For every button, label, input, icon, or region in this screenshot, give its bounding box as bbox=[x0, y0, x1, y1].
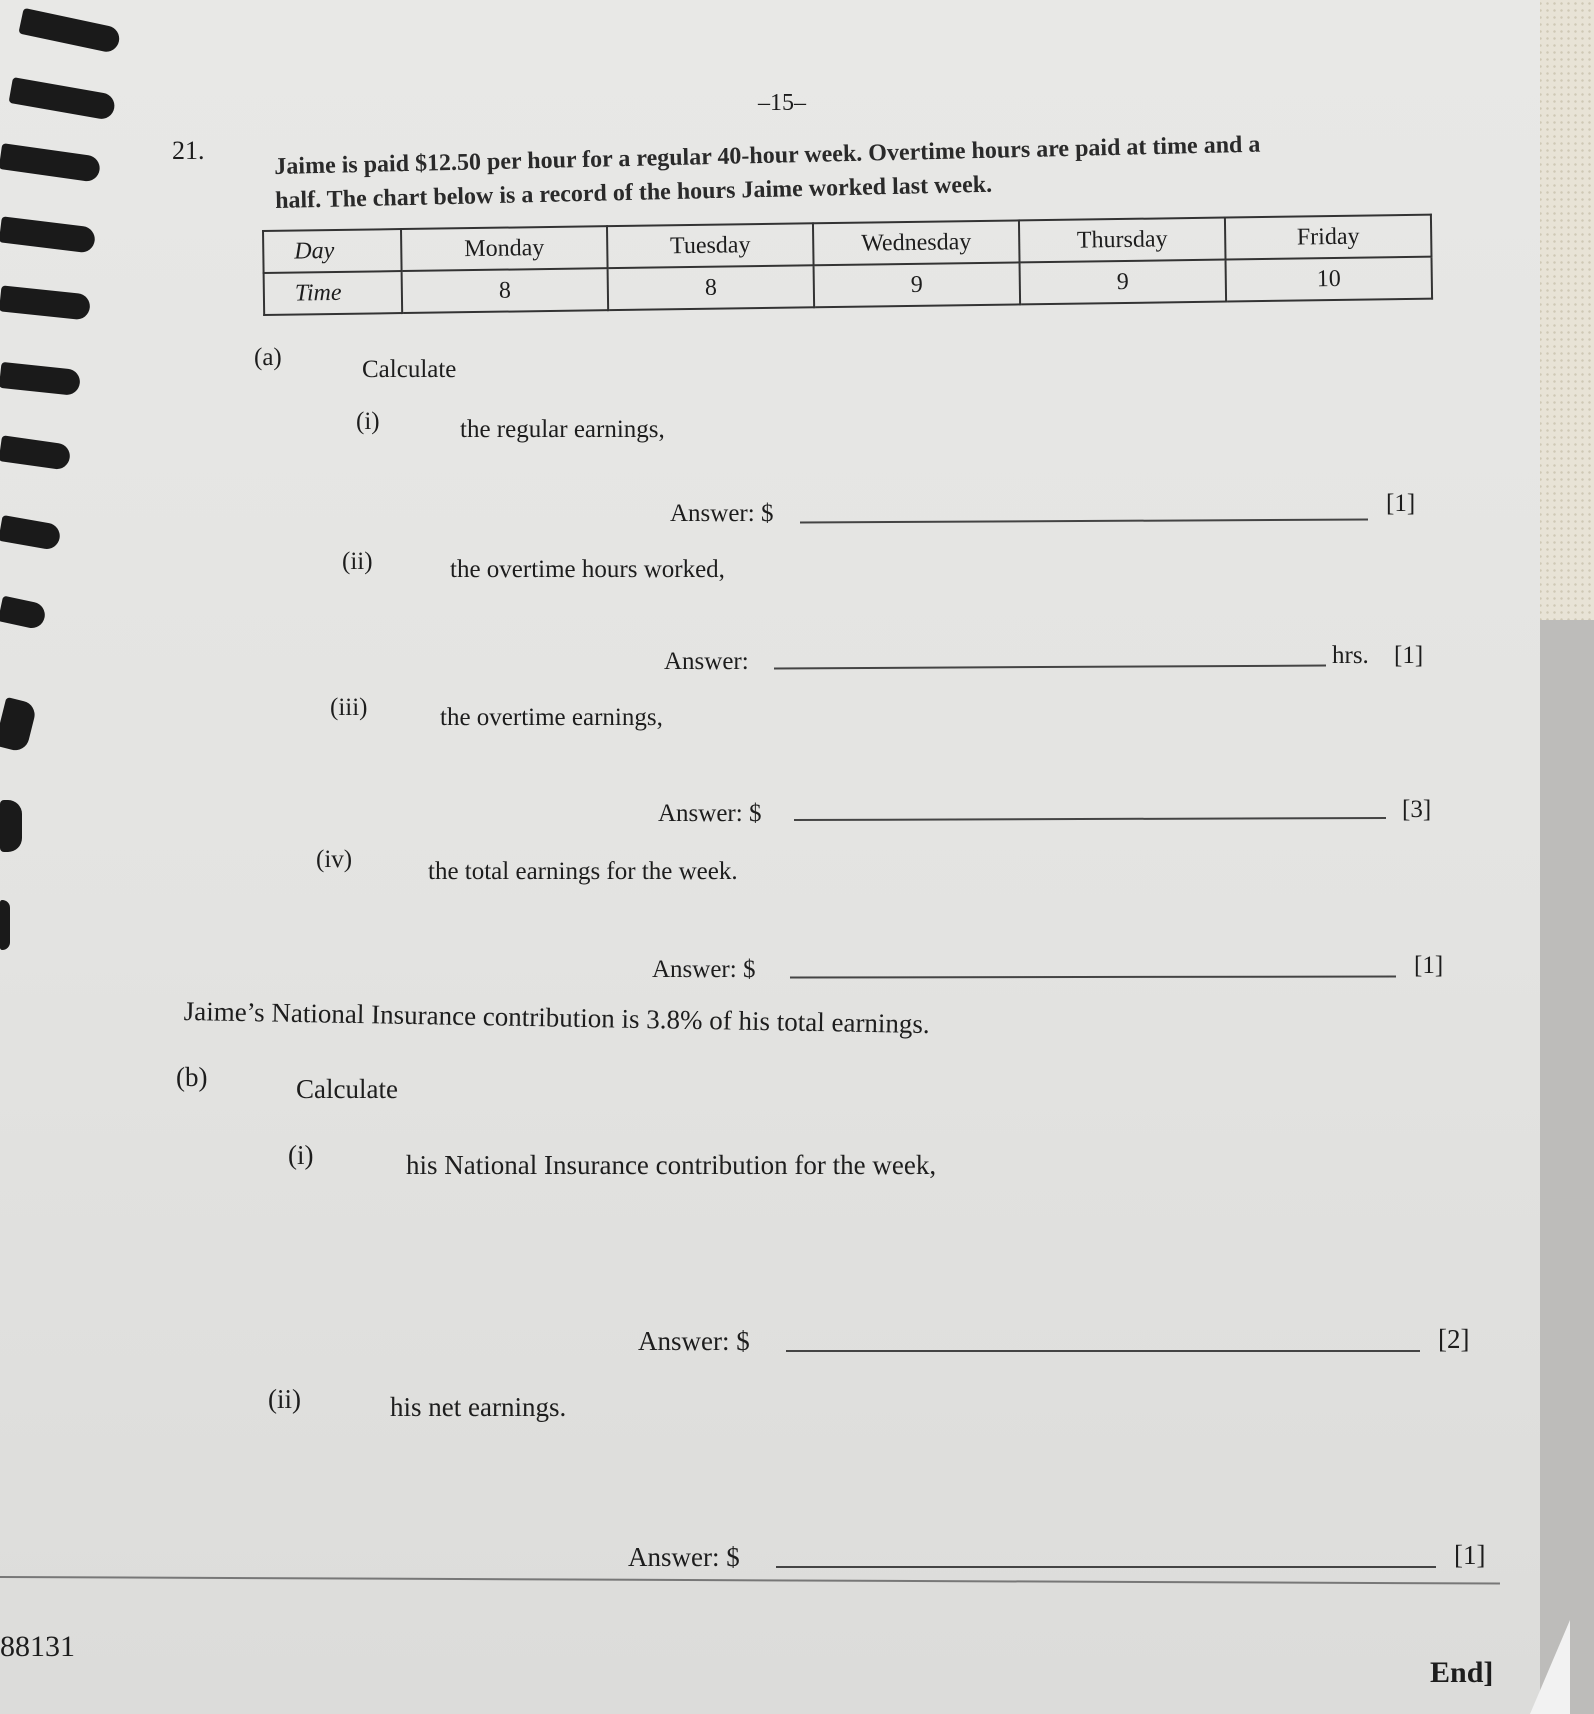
answer-a-iii-label: Answer: $ bbox=[658, 800, 762, 827]
part-b-label: (b) bbox=[176, 1062, 208, 1092]
day-cell: Thursday bbox=[1019, 218, 1226, 263]
mark-a-ii: [1] bbox=[1394, 642, 1424, 669]
part-b-heading: Calculate bbox=[296, 1074, 398, 1104]
binding-ring bbox=[0, 800, 22, 852]
hours-cell: 8 bbox=[608, 265, 815, 310]
item-a-i-number: (i) bbox=[356, 408, 380, 435]
item-a-iii-text: the overtime earnings, bbox=[440, 704, 663, 731]
answer-b-ii-line[interactable] bbox=[776, 1566, 1436, 1568]
unit-a-ii: hrs. bbox=[1332, 642, 1369, 669]
item-a-ii-text: the overtime hours worked, bbox=[450, 556, 725, 583]
answer-a-i-line[interactable] bbox=[800, 519, 1368, 524]
item-b-i-text: his National Insurance contribution for the week, bbox=[406, 1150, 937, 1180]
binding-ring bbox=[0, 900, 10, 950]
item-b-ii-number: (ii) bbox=[268, 1384, 301, 1414]
binding-ring bbox=[0, 697, 38, 753]
part-a-label: (a) bbox=[254, 344, 282, 371]
answer-a-i-label: Answer: $ bbox=[670, 500, 774, 527]
exam-code: 88131 bbox=[0, 1630, 75, 1663]
day-cell: Friday bbox=[1225, 215, 1432, 260]
end-marker: End] bbox=[1430, 1656, 1494, 1689]
answer-a-iv-label: Answer: $ bbox=[652, 956, 756, 983]
hours-cell: 9 bbox=[814, 262, 1021, 307]
item-b-i-number: (i) bbox=[288, 1140, 314, 1170]
answer-a-iii-line[interactable] bbox=[794, 817, 1386, 821]
item-a-iv-number: (iv) bbox=[316, 846, 353, 873]
mark-b-i: [2] bbox=[1438, 1324, 1470, 1354]
intro-line-2: half. The chart below is a record of the hours Jaime worked last week. bbox=[274, 171, 993, 214]
item-a-iv-text: the total earnings for the week. bbox=[428, 858, 738, 885]
answer-a-ii-label: Answer: bbox=[664, 648, 749, 675]
hours-cell: 9 bbox=[1020, 260, 1227, 305]
row-label-time: Time bbox=[264, 271, 403, 315]
item-a-iii-number: (iii) bbox=[330, 694, 368, 721]
row-label-day: Day bbox=[263, 229, 402, 273]
answer-a-iv-line[interactable] bbox=[790, 975, 1396, 978]
answer-b-i-line[interactable] bbox=[786, 1350, 1420, 1352]
part-a-heading: Calculate bbox=[362, 356, 457, 383]
binding-ring bbox=[0, 216, 96, 253]
binding-ring bbox=[9, 77, 117, 121]
page-corner bbox=[1530, 1620, 1570, 1714]
item-a-i-text: the regular earnings, bbox=[460, 416, 665, 443]
day-cell: Tuesday bbox=[607, 223, 814, 268]
question-number: 21. bbox=[172, 136, 205, 165]
mark-a-iv: [1] bbox=[1414, 952, 1444, 979]
binding-ring bbox=[0, 435, 71, 470]
binding-ring bbox=[0, 285, 91, 320]
hours-cell: 8 bbox=[402, 268, 609, 313]
binding-ring bbox=[0, 515, 62, 551]
mark-a-iii: [3] bbox=[1402, 796, 1432, 823]
mark-b-ii: [1] bbox=[1454, 1540, 1486, 1570]
hours-cell: 10 bbox=[1226, 257, 1433, 302]
binding-ring bbox=[18, 8, 121, 54]
day-cell: Monday bbox=[401, 226, 608, 271]
item-b-ii-text: his net earnings. bbox=[390, 1392, 567, 1422]
mark-a-i: [1] bbox=[1386, 490, 1416, 517]
hours-table bbox=[262, 214, 1433, 316]
binding-ring bbox=[0, 143, 101, 183]
footer-rule bbox=[0, 1576, 1500, 1585]
item-a-ii-number: (ii) bbox=[342, 548, 373, 575]
answer-b-i-label: Answer: $ bbox=[638, 1326, 750, 1356]
page-number: –15– bbox=[758, 90, 806, 116]
ni-statement: Jaime’s National Insurance contribution is 3.8% of his total earnings. bbox=[183, 996, 930, 1040]
answer-b-ii-label: Answer: $ bbox=[628, 1542, 740, 1572]
intro-line-1: Jaime is paid $12.50 per hour for a regular 40-hour week. Overtime hours are paid at time and a bbox=[274, 131, 1261, 180]
binding-ring bbox=[0, 596, 47, 631]
answer-a-ii-line[interactable] bbox=[774, 665, 1326, 670]
day-cell: Wednesday bbox=[813, 220, 1020, 265]
binding-ring bbox=[0, 362, 81, 396]
question-intro bbox=[274, 128, 1262, 218]
spiral-binding bbox=[0, 0, 130, 1000]
